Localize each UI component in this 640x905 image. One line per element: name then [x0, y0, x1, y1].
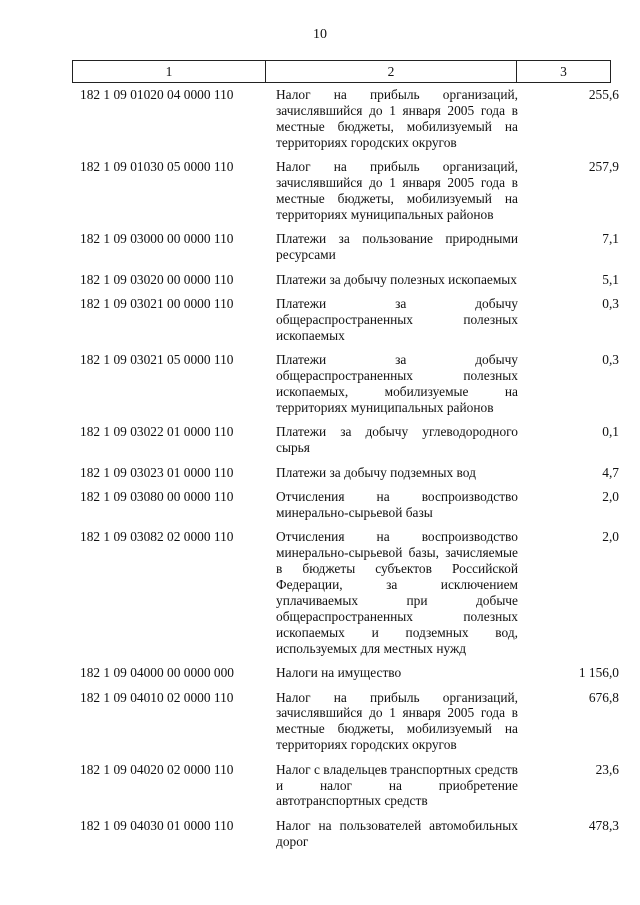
- cell-amount: 1 156,0: [578, 665, 619, 681]
- cell-amount: 478,3: [588, 817, 619, 833]
- cell-name: Платежи за добычу углеводородного сырья: [276, 424, 518, 456]
- cell-code: 182 1 09 04020 02 0000 110: [80, 761, 234, 777]
- table-row: [72, 690, 623, 762]
- cell-amount: 23,6: [595, 761, 619, 777]
- cell-amount: 257,9: [588, 159, 619, 175]
- table-body: [72, 87, 623, 858]
- cell-amount: 255,6: [588, 87, 619, 102]
- cell-amount: 2,0: [602, 489, 619, 505]
- table-row: [72, 665, 623, 689]
- cell-name: Платежи за добычу общераспространенных полезных ископаемых: [276, 295, 518, 343]
- cell-name: Платежи за добычу подземных вод: [276, 464, 476, 480]
- cell-name: Платежи за пользование природными ресурсами: [276, 231, 518, 263]
- cell-name: Платежи за добычу общераспространенных полезных ископаемых, мобилизуемые на территориях муниципальных районов: [276, 352, 518, 415]
- cell-code: 182 1 09 03000 00 0000 110: [80, 231, 234, 247]
- cell-code: 182 1 09 03021 05 0000 110: [80, 352, 234, 368]
- header-cell-code: 1: [73, 61, 266, 83]
- table-row: [72, 818, 623, 858]
- cell-amount: 676,8: [588, 689, 619, 705]
- cell-name: Налог с владельцев транспортных средств и налог на приобретение автотранспортных средств: [276, 761, 518, 809]
- cell-code: 182 1 09 04010 02 0000 110: [80, 689, 234, 705]
- budget-table: [72, 87, 623, 858]
- cell-name: Отчисления на воспроизводство минерально-сырьевой базы: [276, 489, 518, 520]
- cell-name: Налог на прибыль организаций, зачислявшийся до 1 января 2005 года в местные бюджеты, мобилизуемый на территориях городских округов: [276, 87, 518, 150]
- table-row: [72, 489, 623, 529]
- table-row: [72, 529, 623, 665]
- cell-name: Налоги на имущество: [276, 665, 402, 681]
- table-header: [72, 60, 611, 83]
- page-number: 10: [313, 27, 327, 42]
- cell-name: Платежи за добычу полезных ископаемых: [276, 271, 518, 287]
- header-cell-amount: 3: [517, 61, 611, 83]
- cell-code: 182 1 09 04030 01 0000 110: [80, 817, 234, 833]
- cell-amount: 5,1: [602, 271, 619, 287]
- table-row: [72, 159, 623, 231]
- header-row: [73, 61, 611, 83]
- table-row: [72, 231, 623, 271]
- cell-code: 182 1 09 01020 04 0000 110: [80, 87, 234, 102]
- cell-amount: 4,7: [602, 464, 619, 480]
- cell-code: 182 1 09 03020 00 0000 110: [80, 271, 234, 287]
- cell-code: 182 1 09 04000 00 0000 000: [80, 665, 234, 681]
- table-row: [72, 296, 623, 352]
- table-row: [72, 87, 623, 159]
- cell-name: Отчисления на воспроизводство минерально-сырьевой базы, зачисляемые в бюджеты субъектов Российской Федерации, за исключением уплачиваемых при добыче общераспространенных полезных ископаемых и подземных вод, используемых для местных нужд: [276, 529, 518, 656]
- cell-code: 182 1 09 03022 01 0000 110: [80, 424, 234, 440]
- cell-name: Налог на прибыль организаций, зачислявшийся до 1 января 2005 года в местные бюджеты, мобилизуемый на территориях городских округов: [276, 689, 518, 753]
- cell-amount: 7,1: [602, 231, 619, 247]
- table-row: [72, 352, 623, 424]
- cell-name: Налог на пользователей автомобильных дорог: [276, 817, 518, 849]
- cell-amount: 2,0: [602, 529, 619, 545]
- cell-code: 182 1 09 03082 02 0000 110: [80, 529, 234, 545]
- table-row: [72, 762, 623, 818]
- table-row: [72, 272, 623, 296]
- cell-code: 182 1 09 03021 00 0000 110: [80, 295, 234, 311]
- cell-code: 182 1 09 03080 00 0000 110: [80, 489, 234, 505]
- cell-code: 182 1 09 01030 05 0000 110: [80, 159, 234, 175]
- cell-name: Налог на прибыль организаций, зачислявшийся до 1 января 2005 года в местные бюджеты, мобилизуемый на территориях муниципальных районов: [276, 159, 518, 222]
- cell-code: 182 1 09 03023 01 0000 110: [80, 464, 234, 480]
- cell-amount: 0,3: [602, 295, 619, 311]
- table-row: [72, 424, 623, 464]
- header-cell-name: 2: [266, 61, 517, 83]
- table-row: [72, 465, 623, 489]
- cell-amount: 0,3: [602, 352, 619, 368]
- cell-amount: 0,1: [602, 424, 619, 440]
